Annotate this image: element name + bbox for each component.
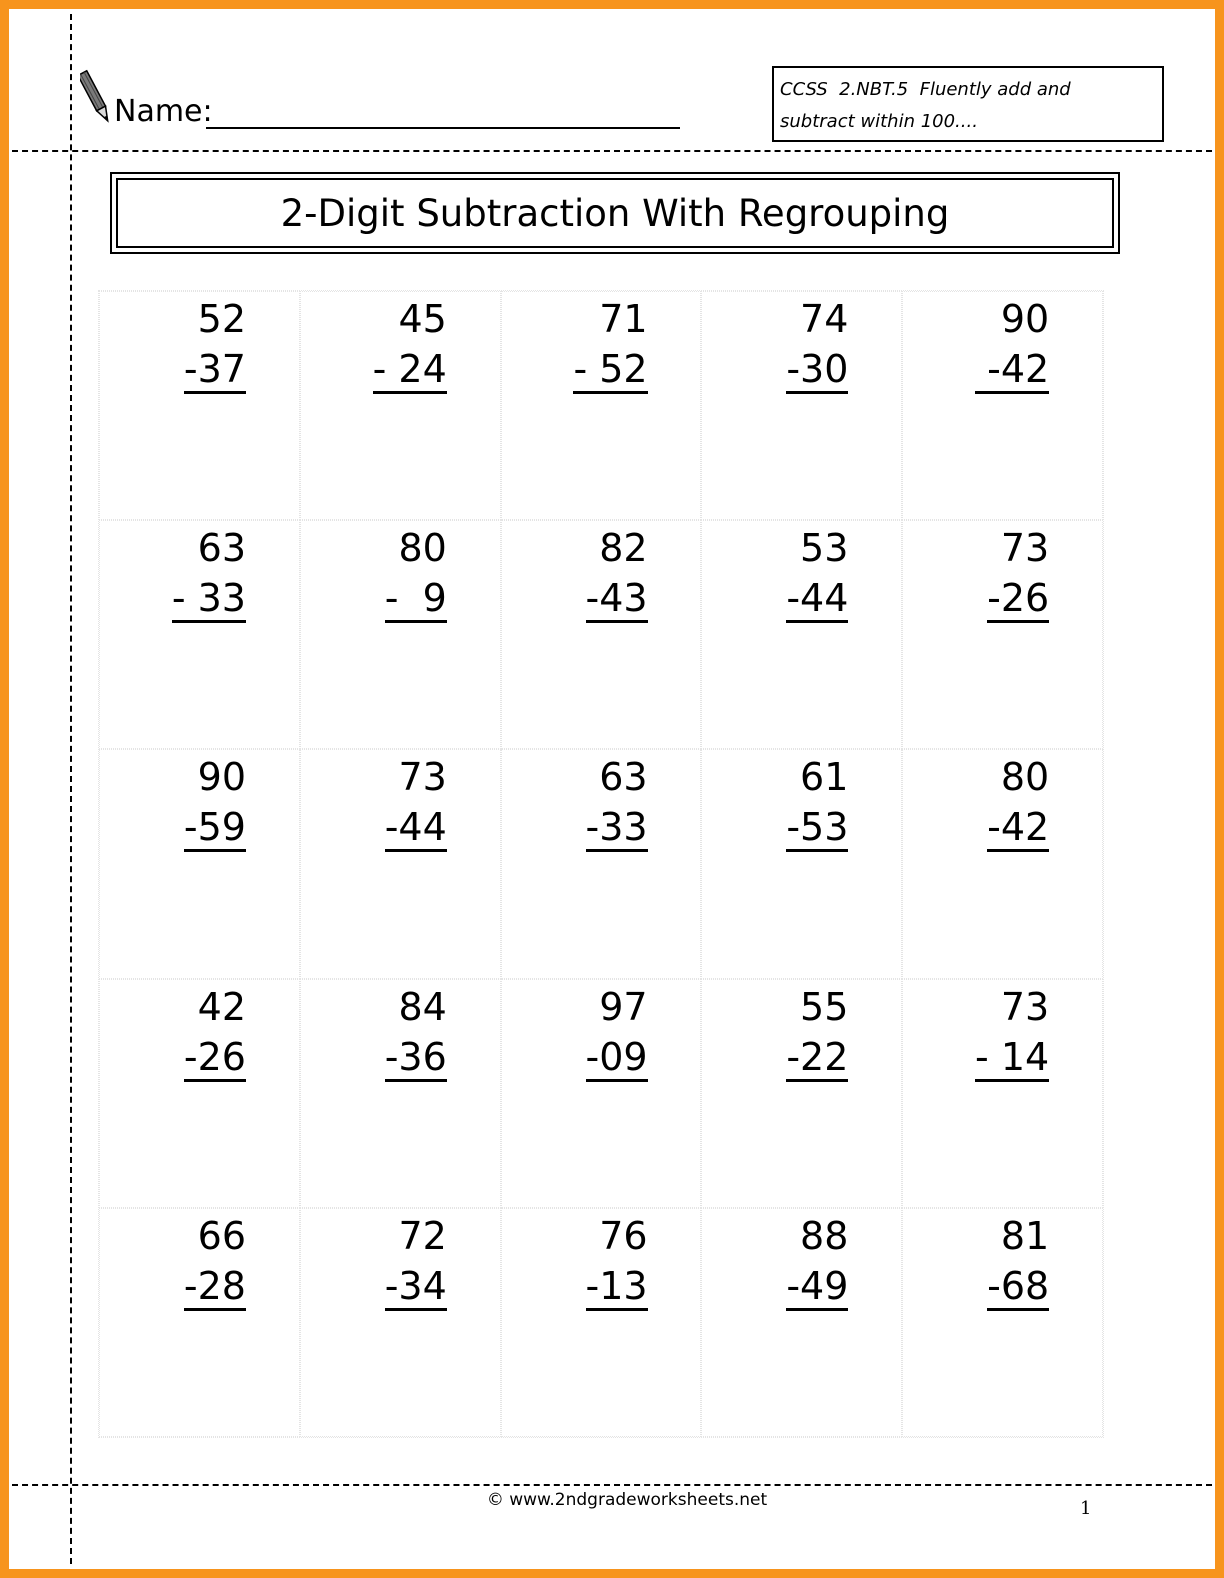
minuend: 73 (1000, 984, 1050, 1029)
subtrahend: -34 (385, 1264, 447, 1311)
minuend: 80 (398, 526, 447, 571)
pencil-icon (80, 66, 110, 128)
subtraction-problem (965, 752, 1049, 852)
subtraction-problem (564, 752, 648, 852)
problem-cell (902, 520, 1103, 749)
problem-cell (902, 749, 1103, 978)
problem-cell (99, 749, 300, 978)
subtraction-problem (162, 752, 246, 852)
cut-line-vertical (70, 14, 72, 1564)
subtraction-problem (764, 1211, 848, 1311)
subtraction-problem (965, 523, 1049, 623)
footer-website: © www.2ndgradeworksheets.net (486, 1490, 768, 1510)
minuend: 72 (398, 1213, 447, 1258)
minuend: 84 (398, 984, 447, 1029)
subtrahend: -30 (786, 347, 848, 394)
subtrahend: -53 (786, 805, 848, 852)
subtrahend: -09 (586, 1035, 648, 1082)
problem-cell (300, 1208, 501, 1437)
problem-cell (902, 291, 1103, 520)
minuend: 61 (800, 755, 849, 800)
problem-cell (501, 291, 702, 520)
subtraction-problem (162, 294, 246, 394)
cut-line-bottom (12, 1484, 1212, 1486)
problem-cell (300, 979, 501, 1208)
subtrahend: - 24 (373, 347, 447, 394)
subtrahend: -44 (786, 576, 848, 623)
subtraction-problem (162, 523, 246, 623)
minuend: 80 (1000, 755, 1050, 800)
subtraction-problem (363, 752, 447, 852)
subtraction-problem (162, 982, 246, 1082)
subtrahend: -37 (184, 347, 246, 394)
subtrahend: -42 (975, 347, 1049, 394)
subtraction-problem (363, 523, 447, 623)
subtraction-problem (564, 523, 648, 623)
subtraction-problem (764, 752, 848, 852)
subtrahend: -68 (987, 1264, 1049, 1311)
page-number: 1 (1080, 1498, 1092, 1519)
problem-cell (701, 979, 902, 1208)
minuend: 73 (1000, 526, 1050, 571)
name-label: Name: (114, 94, 213, 129)
subtraction-problem (764, 523, 848, 623)
problem-cell (501, 1208, 702, 1437)
subtraction-problem (564, 294, 648, 394)
subtrahend: -44 (385, 805, 447, 852)
minuend: 55 (800, 984, 849, 1029)
problem-cell (501, 749, 702, 978)
minuend: 52 (197, 297, 246, 341)
problem-cell (501, 520, 702, 749)
subtrahend: - 14 (975, 1035, 1049, 1082)
problem-cell (701, 291, 902, 520)
problem-cell (300, 291, 501, 520)
minuend: 71 (599, 297, 648, 341)
subtraction-problem (162, 1211, 246, 1311)
minuend: 45 (398, 297, 447, 341)
problem-cell (701, 520, 902, 749)
problem-cell (99, 520, 300, 749)
problem-cell (300, 749, 501, 978)
minuend: 63 (197, 526, 246, 571)
subtraction-problem (965, 1211, 1049, 1311)
minuend: 81 (1000, 1213, 1050, 1258)
problem-cell (99, 1208, 300, 1437)
minuend: 74 (800, 297, 849, 341)
subtrahend: -13 (586, 1264, 648, 1311)
problem-grid (98, 290, 1104, 1438)
page-title: 2-Digit Subtraction With Regrouping (116, 178, 1114, 248)
subtrahend: -26 (987, 576, 1049, 623)
subtrahend: - 33 (172, 576, 246, 623)
subtrahend: -43 (586, 576, 648, 623)
subtrahend: -42 (987, 805, 1049, 852)
subtrahend: - 52 (573, 347, 647, 394)
standard-box (772, 66, 1164, 142)
subtrahend: -22 (786, 1035, 848, 1082)
minuend: 82 (599, 526, 648, 571)
minuend: 73 (398, 755, 447, 800)
problem-cell (902, 979, 1103, 1208)
subtrahend: -26 (184, 1035, 246, 1082)
name-input-line[interactable] (206, 127, 680, 129)
minuend: 76 (599, 1213, 648, 1258)
subtraction-problem (764, 294, 848, 394)
subtrahend: -33 (586, 805, 648, 852)
problem-cell (701, 1208, 902, 1437)
minuend: 42 (197, 984, 246, 1029)
subtrahend: - 9 (385, 576, 447, 623)
subtraction-problem (363, 982, 447, 1082)
subtraction-problem (764, 982, 848, 1082)
subtraction-problem (564, 982, 648, 1082)
problem-cell (701, 749, 902, 978)
minuend: 66 (197, 1213, 246, 1258)
minuend: 88 (800, 1213, 849, 1258)
minuend: 97 (599, 984, 648, 1029)
minuend: 53 (800, 526, 849, 571)
subtrahend: -59 (184, 805, 246, 852)
subtraction-problem (965, 294, 1049, 394)
subtrahend: -49 (786, 1264, 848, 1311)
subtraction-problem (363, 294, 447, 394)
minuend: 90 (1000, 297, 1050, 341)
problem-cell (501, 979, 702, 1208)
subtraction-problem (363, 1211, 447, 1311)
subtraction-problem (564, 1211, 648, 1311)
minuend: 63 (599, 755, 648, 800)
standard-line-1: CCSS 2.NBT.5 Fluently add and (780, 79, 1071, 100)
problem-cell (99, 291, 300, 520)
subtrahend: -36 (385, 1035, 447, 1082)
cut-line-top (12, 150, 1212, 152)
subtrahend: -28 (184, 1264, 246, 1311)
problem-cell (99, 979, 300, 1208)
minuend: 90 (197, 755, 246, 800)
title-box (110, 172, 1120, 254)
problem-cell (300, 520, 501, 749)
subtraction-problem (965, 982, 1049, 1082)
problem-cell (902, 1208, 1103, 1437)
standard-line-2: subtract within 100.... (780, 111, 978, 132)
